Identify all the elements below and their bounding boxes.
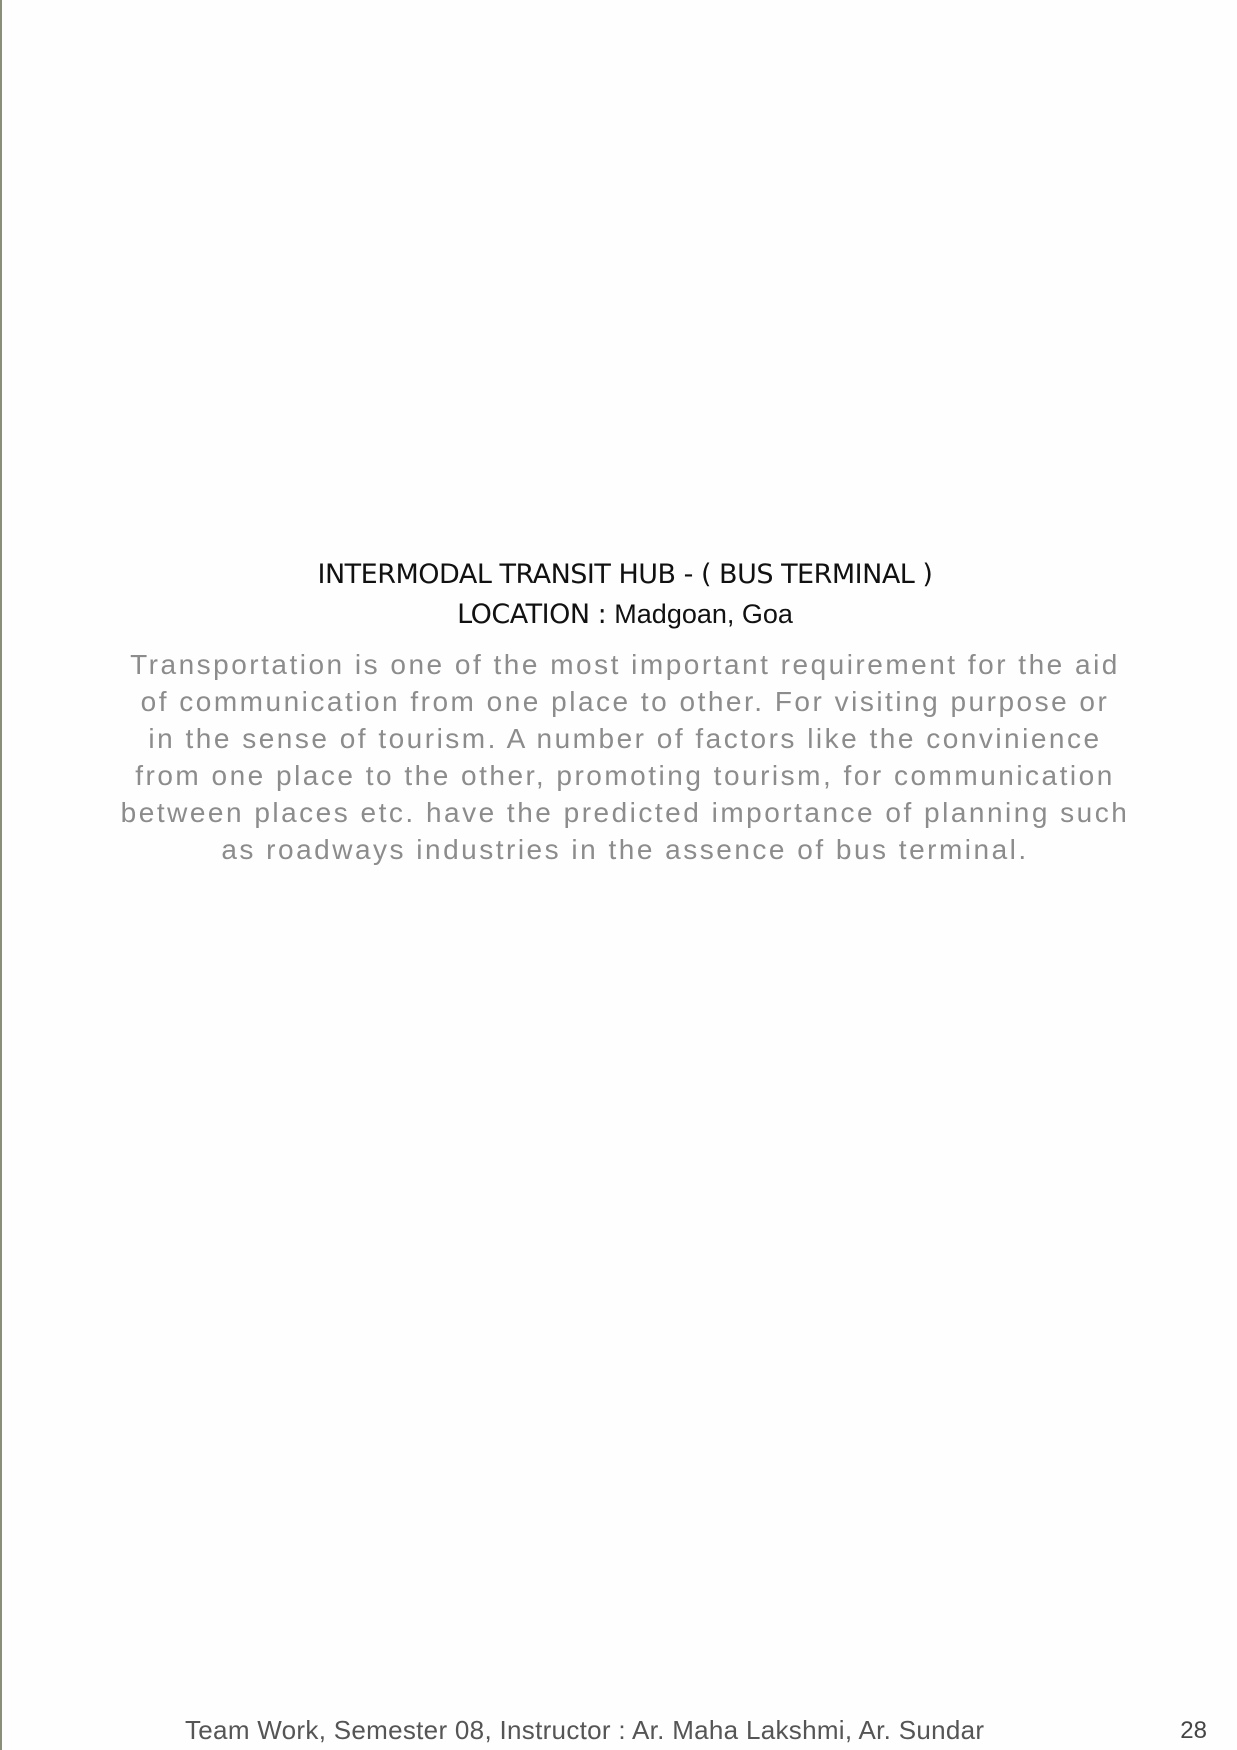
description-line: from one place to the other, promoting tourism, for communication — [135, 760, 1115, 791]
description-line: in the sense of tourism. A number of factors like the convinience — [148, 723, 1102, 754]
footer-credits: Team Work, Semester 08, Instructor : Ar. Maha Lakshmi, Ar. Sundar — [185, 1715, 985, 1745]
description-line: as roadways industries in the assence of bus terminal. — [221, 834, 1029, 865]
description-line: between places etc. have the predicted importance of planning such — [120, 797, 1130, 828]
location-label: LOCATION : — [457, 599, 615, 630]
page-edge — [0, 0, 2, 1750]
page-content — [80, 555, 1170, 868]
description-paragraph — [80, 646, 1170, 868]
page-title: INTERMODAL TRANSIT HUB - ( BUS TERMINAL ) — [317, 559, 933, 590]
description-line: Transportation is one of the most important requirement for the aid — [130, 649, 1120, 680]
page-number: 28 — [1180, 1717, 1207, 1744]
description-line: of communication from one place to other. For visiting purpose or — [140, 686, 1110, 717]
location-line — [80, 595, 1170, 634]
location-value: Madgoan, Goa — [614, 599, 793, 629]
